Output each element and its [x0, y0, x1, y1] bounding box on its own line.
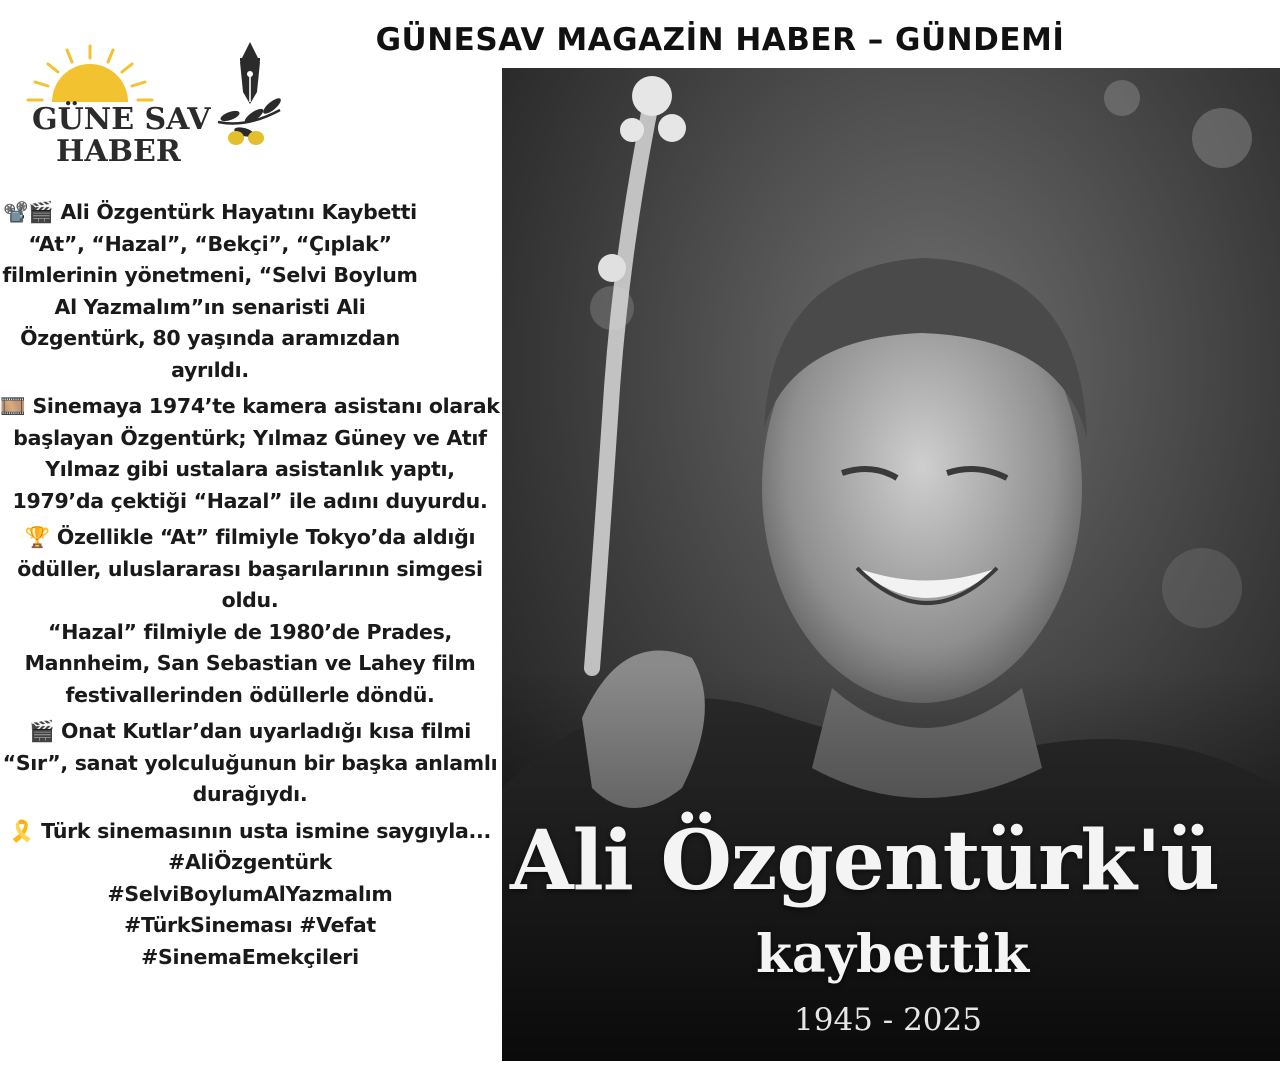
- article-paragraph: [0, 391, 500, 517]
- portrait-illustration: [502, 68, 1280, 1061]
- sun-icon: [28, 46, 152, 102]
- article-paragraph: [0, 816, 500, 974]
- ribbon-icon: 🎗️: [9, 818, 35, 843]
- film-frames-icon: 🎞️: [0, 394, 26, 418]
- memorial-photo: [502, 68, 1280, 1061]
- paragraph-text: Türk sinemasının usta ismine saygıyla... #AliÖzgentürk #SelviBoylumAlYazmalım #TürkSineması #Vefat #SinemaEmekçileri: [34, 818, 491, 969]
- article-paragraph: [0, 197, 420, 386]
- article-paragraph: [0, 716, 500, 811]
- olive-branch-icon: [218, 96, 283, 145]
- clapper-board-icon: 🎬: [28, 719, 55, 743]
- gunesav-logo: [22, 40, 292, 170]
- article-body: [0, 197, 500, 973]
- trophy-icon: 🏆: [24, 525, 51, 549]
- page-title: GÜNESAV MAGAZİN HABER – GÜNDEMİ: [375, 22, 1065, 58]
- paragraph-text: Ali Özgentürk Hayatını Kaybetti “At”, “Hazal”, “Bekçi”, “Çıplak” filmlerinin yönetmeni, “Selvi Boylum Al Yazmalım”ın senaristi Ali Özgentürk, 80 yaşında aramızdan ayrıldı.: [2, 200, 418, 382]
- logo-text-line-1: GÜNE SAV: [32, 102, 211, 137]
- memorial-name: Ali Özgentürk'ü: [510, 813, 1219, 909]
- memorial-subtitle: kaybettik: [756, 924, 1030, 985]
- memorial-years: 1945 - 2025: [794, 1002, 982, 1038]
- paragraph-text: Özellikle “At” filmiyle Tokyo’da aldığı ödüller, uluslararası başarılarının simgesi oldu. “Hazal” filmiyle de 1980’de Prades, Mannheim, San Sebastian ve Lahey film festivallerinden ödüllerle döndü.: [17, 525, 483, 707]
- paragraph-text: Onat Kutlar’dan uyarladığı kısa filmi “Sır”, sanat yolculuğunun bir başka anlamlı durağıydı.: [2, 719, 498, 806]
- logo-text-line-2: HABER: [56, 134, 181, 169]
- film-projector-icon: 📽️🎬: [3, 200, 54, 224]
- fountain-pen-icon: [240, 42, 260, 104]
- paragraph-text: Sinemaya 1974’te kamera asistanı olarak başlayan Özgentürk; Yılmaz Güney ve Atıf Yılmaz gibi ustalara asistanlık yaptı, 1979’da çektiği “Hazal” ile adını duyurdu.: [12, 394, 500, 513]
- article-paragraph: [0, 522, 500, 711]
